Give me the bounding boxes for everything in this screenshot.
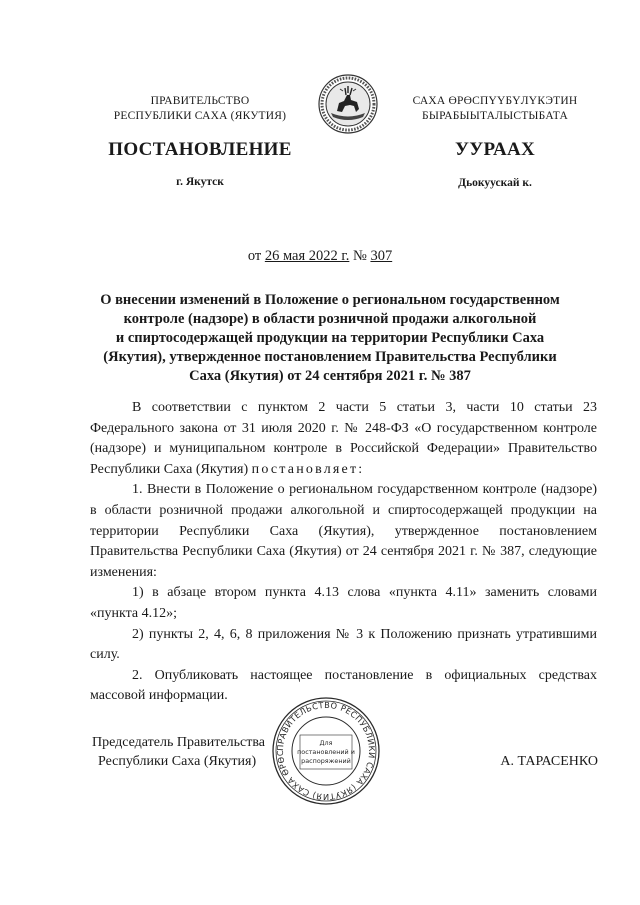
date-prefix: от	[247, 248, 262, 264]
title-line: и спиртосодержащей продукции на территории Республики Саха	[115, 330, 545, 346]
document-number: 307	[370, 248, 393, 264]
subclause-paragraph: 1) в абзаце втором пункта 4.13 слова «пункта 4.11» заменить словами «пункта 4.12»;	[90, 585, 597, 621]
doc-type-yakut: УУРААХ	[454, 139, 536, 160]
preamble-text: В соответствии с пунктом 2 части 5 статьи 3, части 10 статьи 23 Федерального закона от 31 июля 2020 г. № 248-ФЗ «О государственном контроле (надзоре) и муниципальном контроле в Российской Федерации» Правительство Республики Саха (Якутия)	[90, 400, 597, 477]
title-line: О внесении изменений в Положение о региональном государственном	[100, 292, 560, 308]
org-name-line1: ПРАВИТЕЛЬСТВО	[150, 95, 250, 107]
clause-paragraph: 1. Внести в Положение о региональном государственном контроле (надзоре) в области розничной продажи алкогольной и спиртосодержащей продукции на территории Республики Саха (Якутия), утвержденное постановлением Правительства Республики Саха (Якутия) от 24 сентября 2021 г. № 387, следующие изменения:	[90, 482, 597, 580]
document-title	[70, 291, 590, 386]
stamp-icon	[270, 695, 382, 807]
document-body	[90, 398, 597, 707]
official-stamp	[270, 695, 382, 807]
stamp-center-line3: распоряжений	[301, 757, 351, 765]
subclause-paragraph: 2) пункты 2, 4, 6, 8 приложения № 3 к Положению признать утратившими силу.	[90, 626, 597, 663]
org-name-russian	[95, 94, 305, 124]
preamble-paragraph	[90, 398, 597, 480]
title-line: Саха (Якутия) от 24 сентября 2021 г. № 387	[189, 368, 471, 384]
coat-of-arms-emblem	[317, 73, 379, 135]
city-yakut: Дьокуускай к.	[458, 177, 532, 189]
clause-paragraph: 2. Опубликовать настоящее постановление в официальных средствах массовой информации.	[90, 667, 597, 704]
org-name-line2: РЕСПУБЛИКИ САХА (ЯКУТИЯ)	[113, 110, 287, 122]
document-date: 26 мая 2022 г.	[264, 248, 350, 264]
doc-type-russian: ПОСТАНОВЛЕНИЕ	[108, 139, 292, 160]
org-name-yakut-line2: БЫРАБЫЫТАЛЫСТЫБАТА	[422, 110, 568, 122]
city-russian: г. Якутск	[176, 176, 224, 188]
org-name-yakut	[388, 94, 602, 124]
emblem-icon	[317, 73, 379, 135]
signatory-position	[92, 733, 292, 771]
resolves-word: постановляет:	[251, 461, 365, 477]
signatory-position-line1: Председатель Правительства	[92, 735, 265, 750]
signatory-name: А. ТАРАСЕНКО	[500, 754, 598, 769]
stamp-center-line2: постановлений и	[297, 748, 355, 756]
signatory-position-line2: Республики Саха (Якутия)	[98, 754, 257, 769]
title-line: (Якутия), утвержденное постановлением Правительства Республики	[103, 349, 557, 365]
title-line: контроле (надзоре) в области розничной продажи алкогольной	[123, 311, 537, 327]
stamp-center-line1: Для	[319, 739, 333, 747]
number-sign: №	[352, 248, 367, 264]
stamp-ring-text: ПРАВИТЕЛЬСТВО РЕСПУБЛИКИ САХА (ЯКУТИЯ) САХА ӨРӨС	[274, 699, 378, 803]
org-name-yakut-line1: САХА ӨРӨСПҮҮБҮЛҮКЭТИН	[412, 95, 578, 107]
date-number-line	[0, 248, 640, 265]
